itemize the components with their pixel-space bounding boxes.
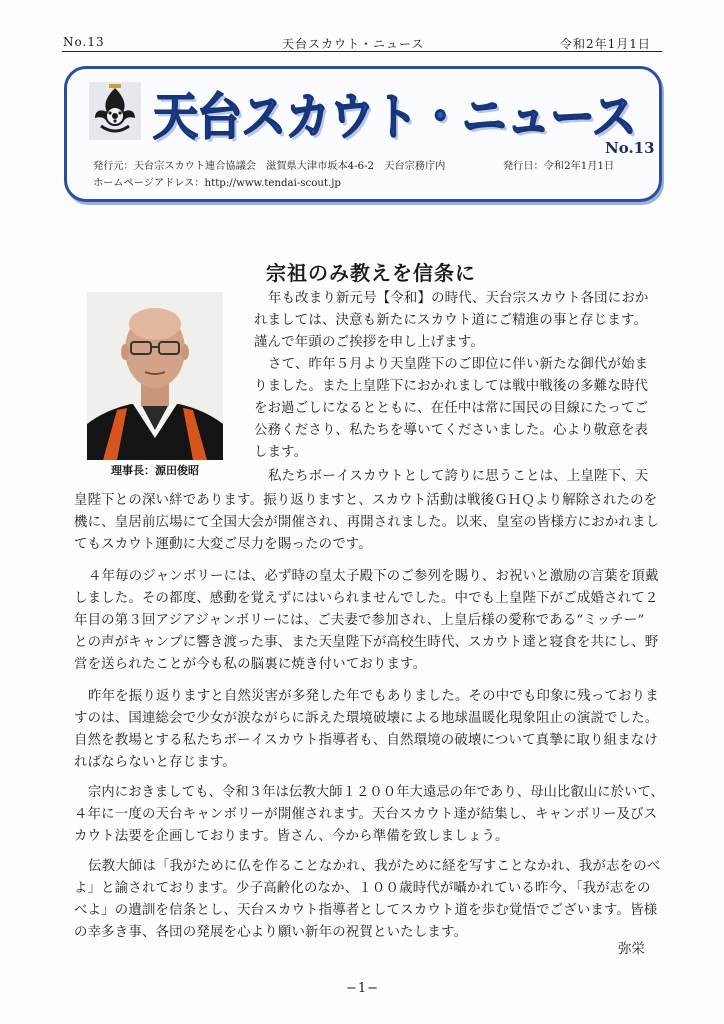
- body-line: 自然を教場とする私たちボーイスカウト指導者も、自然環境の破壊について真摯に取り組まなけ: [74, 733, 658, 748]
- series-name: 天台スカウト・ニュース: [282, 37, 425, 51]
- body-line: との声がキャンプに響き渡った事、また天皇陛下が高校生時代、スカウト達と寝食を共にし、野: [74, 635, 659, 650]
- body-line: ４年毎のジャンボリーには、必ず時の皇太子殿下のご参列を賜り、お祝いと激励の言葉を頂戴: [88, 569, 659, 584]
- body-line: ４年に一度の天台キャンボリーが開催されます。天台スカウト達が結集し、キャンボリー及びス: [74, 807, 658, 822]
- body-line: れましては、決意も新たにスカウト道にご精進の事と存じます。: [254, 313, 648, 328]
- body-line: 伝教大師は「我がために仏を作ることなかれ、我がために経を写すことなかれ、我が志をのべ: [88, 859, 661, 874]
- article-headline: 宗祖のみ教えを信条に: [266, 261, 476, 285]
- header-rule: [62, 51, 662, 52]
- body-line: の幸多き事、各団の発展を心より願い新年の祝賀といたします。: [74, 925, 468, 940]
- publisher-info: 発行元：天台宗スカウト連合協議会 滋賀県大津市坂本4-6-2 天台宗務庁内: [93, 161, 446, 172]
- body-line: 機に、皇居前広場にて全国大会が開催され、再開されました。以来、皇室の皆様方におかれまし: [74, 515, 660, 530]
- page-number: −1−: [346, 981, 380, 996]
- body-line: 年目の第３回アジアジャンボリーには、ご夫妻で参加され、上皇后様の愛称である“ミッチー”: [74, 613, 645, 628]
- closing-signature: 弥栄: [618, 942, 645, 957]
- body-line: します。: [254, 445, 308, 460]
- body-line: 営を送られたことが今も私の脳裏に焼き付いております。: [74, 657, 427, 672]
- chairman-portrait: [87, 292, 223, 460]
- issue-number: No.13: [63, 35, 105, 49]
- body-line: 謹んで年頭のご挨拶を申し上げます。: [254, 335, 484, 350]
- body-line: をお過ごしになるとともに、在任中は常に国民の目線にたってご: [254, 401, 649, 416]
- body-line: 宗内におきましても、令和３年は伝教大師１２００年大遠忌の年であり、母山比叡山に於いて、: [88, 785, 665, 800]
- body-line: 私たちボーイスカウトとして誇りに思うことは、上皇陛下、天: [268, 469, 649, 484]
- body-line: 公務くださり、私たちを導いてくださいました。心より敬意を表: [254, 423, 649, 438]
- body-line: しました。その都度、感動を覚えずにはいられませんでした。中でも上皇陛下がご成婚されて２: [74, 591, 659, 606]
- body-line: 昨年を振り返りますと自然災害が多発した年でもありました。その中でも印象に残っておりま: [88, 689, 659, 704]
- body-line: すのは、国連総会で少女が涙ながらに訴えた環境破壊による地球温暖化現象阻止の演説でした。: [74, 711, 659, 726]
- scout-emblem-icon: [89, 82, 141, 140]
- newsletter-title: 天台スカウト・ニュース: [153, 88, 637, 146]
- body-line: 皇陛下との深い絆であります。振り返りますと、スカウト活動は戦後ＧＨＱより解除されたのを: [74, 493, 658, 508]
- body-line: 年も改まり新元号【令和】の時代、天台宗スカウト各団におか: [268, 291, 649, 306]
- masthead-issue-number: No.13: [605, 139, 655, 157]
- publication-date: 発行日：令和2年1月1日: [503, 161, 615, 172]
- body-line: てもスカウト運動に大変ご尽力を賜ったのです。: [74, 537, 372, 552]
- body-line: べよ」の遺訓を信条とし、天台スカウト指導者としてスカウト道を歩む覚悟でございます。皆様: [74, 903, 658, 918]
- homepage-address: ホームページアドレス：http://www.tendai-scout.jp: [93, 178, 341, 189]
- body-line: よ」と諭されております。少子高齢化のなか、１００歳時代が囁かれている昨今、「我が志をの: [74, 881, 651, 896]
- masthead: [64, 66, 662, 202]
- issue-date: 令和2年1月1日: [560, 37, 651, 51]
- photo-caption: 理事長：源田俊昭: [111, 464, 199, 477]
- body-line: さて、昨年５月より天皇陛下のご即位に伴い新たな御代が始ま: [268, 357, 649, 372]
- body-line: ればならないと存じます。: [74, 755, 237, 770]
- body-line: りました。また上皇陛下におかれましては戦中戦後の多難な時代: [254, 379, 649, 394]
- body-line: カウト法要を企画しております。皆さん、今から準備を致しましょう。: [74, 829, 509, 844]
